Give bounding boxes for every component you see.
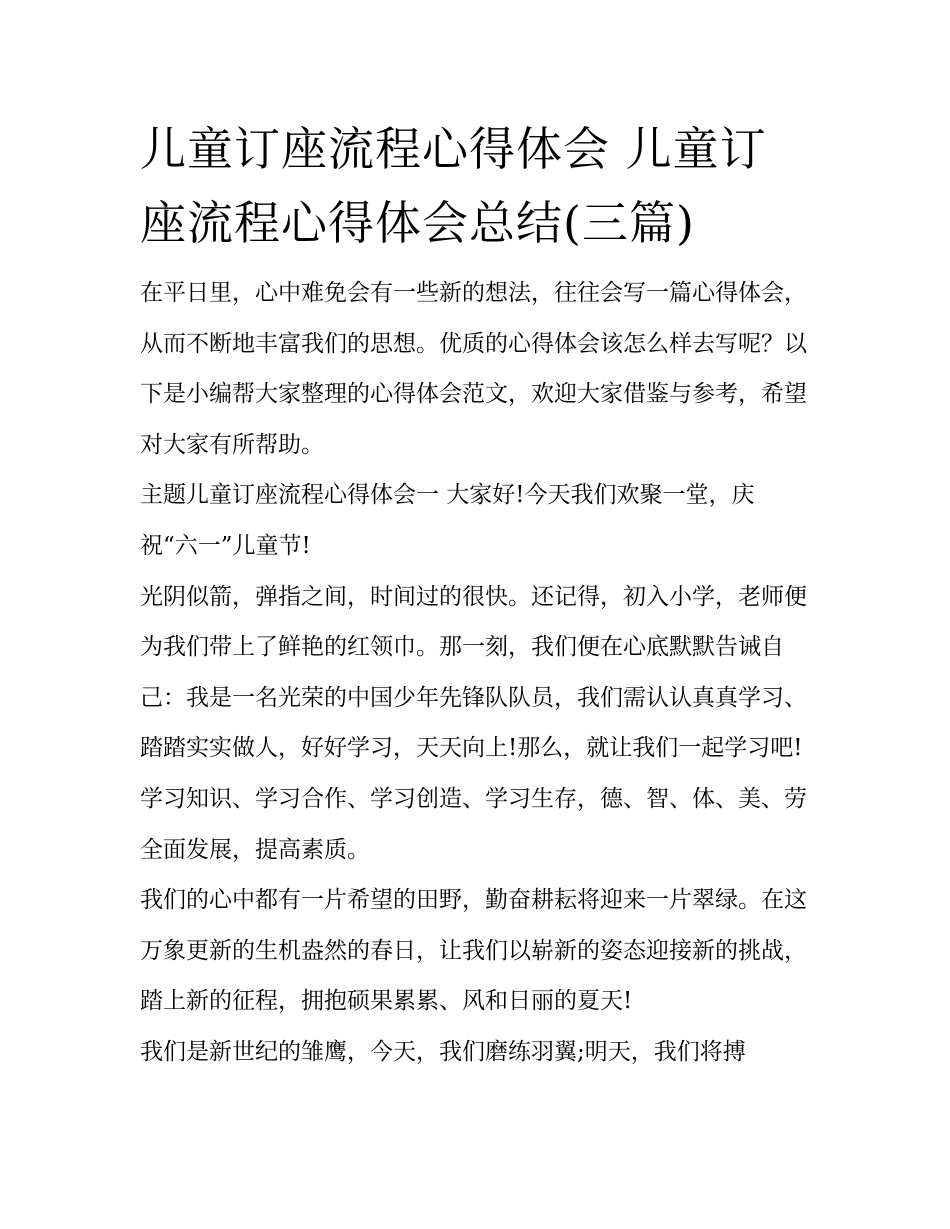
paragraph-memory: 光阴似箭，弹指之间，时间过的很快。还记得，初入小学，老师便为我们带上了鲜艳的红领巾。那一刻，我们便在心底默默告诫自己：我是一名光荣的中国少年先锋队队员，我们需认认真真学习、踏踏实实做人，好好学习，天天向上!那么，就让我们一起学习吧!学习知识、学习合作、学习创造、学习生存，德、智、体、美、劳全面发展，提高素质。 (140, 583, 807, 863)
document-body (140, 268, 812, 1078)
document-content (140, 112, 812, 1078)
paragraph-topic: 主题儿童订座流程心得体会一 大家好!今天我们欢聚一堂，庆祝“六一”儿童节! (140, 482, 755, 559)
paragraph-hope: 我们的心中都有一片希望的田野，勤奋耕耘将迎来一片翠绿。在这万象更新的生机盎然的春日，让我们以崭新的姿态迎接新的挑战，踏上新的征程，拥抱硕果累累、风和日丽的夏天! (140, 887, 807, 1015)
document-title: 儿童订座流程心得体会 儿童订座流程心得体会总结(三篇) (140, 122, 767, 250)
paragraph-intro: 在平日里，心中难免会有一些新的想法，往往会写一篇心得体会，从而不断地丰富我们的思想。优质的心得体会该怎么样去写呢？以下是小编帮大家整理的心得体会范文，欢迎大家借鉴与参考，希望对大家有所帮助。 (140, 280, 807, 458)
paragraph-eagle: 我们是新世纪的雏鹰，今天，我们磨练羽翼;明天，我们将搏 (140, 1038, 746, 1065)
